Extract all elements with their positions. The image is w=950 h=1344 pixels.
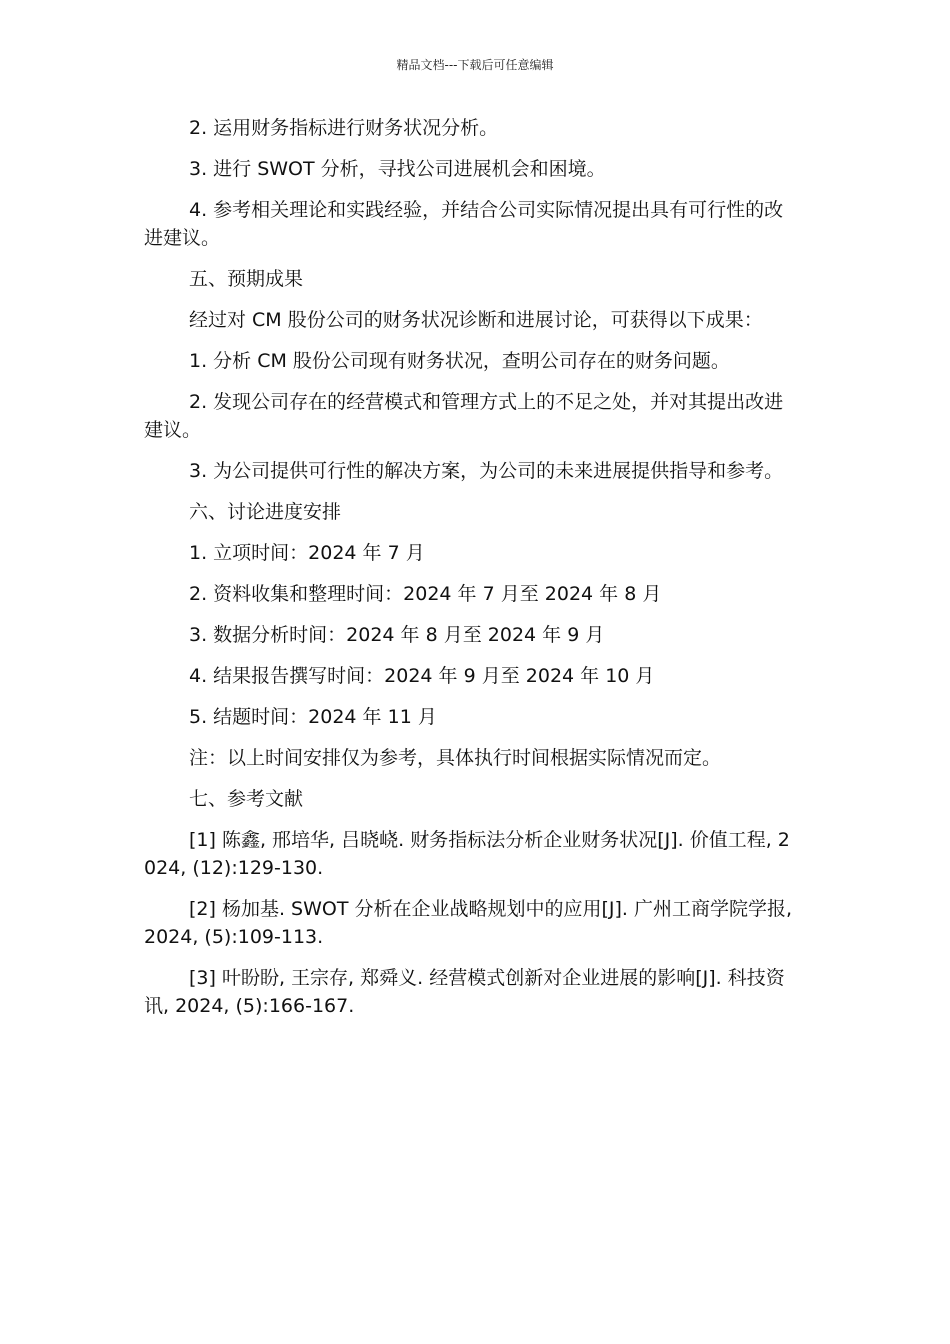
section-heading-expected-results: 五、预期成果	[189, 268, 304, 290]
list-item-improvement-suggestions: 4. 参考相关理论和实践经验，并结合公司实际情况提出具有可行性的改进建议。	[144, 199, 784, 249]
list-item-result-1: 1. 分析 CM 股份公司现有财务状况，查明公司存在的财务问题。	[189, 350, 730, 372]
reference-item-3: [3] 叶盼盼, 王宗存, 郑舜义. 经营模式创新对企业进展的影响[J]. 科技资讯, 2024, (5):166-167.	[144, 967, 785, 1017]
schedule-item-1: 1. 立项时间：2024 年 7 月	[189, 542, 425, 564]
list-item-financial-analysis: 2. 运用财务指标进行财务状况分析。	[189, 117, 499, 139]
section-heading-references: 七、参考文献	[189, 788, 304, 810]
list-item-swot-analysis: 3. 进行 SWOT 分析，寻找公司进展机会和困境。	[189, 158, 606, 180]
schedule-item-5: 5. 结题时间：2024 年 11 月	[189, 706, 437, 728]
schedule-item-3: 3. 数据分析时间：2024 年 8 月至 2024 年 9 月	[189, 624, 605, 646]
list-item-result-2: 2. 发现公司存在的经营模式和管理方式上的不足之处，并对其提出改进建议。	[144, 391, 784, 441]
page-header: 精品文档---下载后可任意编辑	[396, 58, 554, 72]
schedule-note: 注：以上时间安排仅为参考，具体执行时间根据实际情况而定。	[189, 747, 722, 769]
schedule-item-4: 4. 结果报告撰写时间：2024 年 9 月至 2024 年 10 月	[189, 665, 655, 687]
section-heading-schedule: 六、讨论进度安排	[189, 501, 342, 523]
paragraph-results-intro: 经过对 CM 股份公司的财务状况诊断和进展讨论，可获得以下成果：	[189, 309, 763, 331]
schedule-item-2: 2. 资料收集和整理时间：2024 年 7 月至 2024 年 8 月	[189, 583, 662, 605]
reference-item-2: [2] 杨加基. SWOT 分析在企业战略规划中的应用[J]. 广州工商学院学报, 2024, (5):109-113.	[144, 898, 793, 948]
reference-item-1: [1] 陈鑫, 邢培华, 吕晓峣. 财务指标法分析企业财务状况[J]. 价值工程, 2024, (12):129-130.	[144, 829, 790, 879]
document-body	[144, 114, 800, 1033]
list-item-result-3: 3. 为公司提供可行性的解决方案，为公司的未来进展提供指导和参考。	[189, 460, 784, 482]
